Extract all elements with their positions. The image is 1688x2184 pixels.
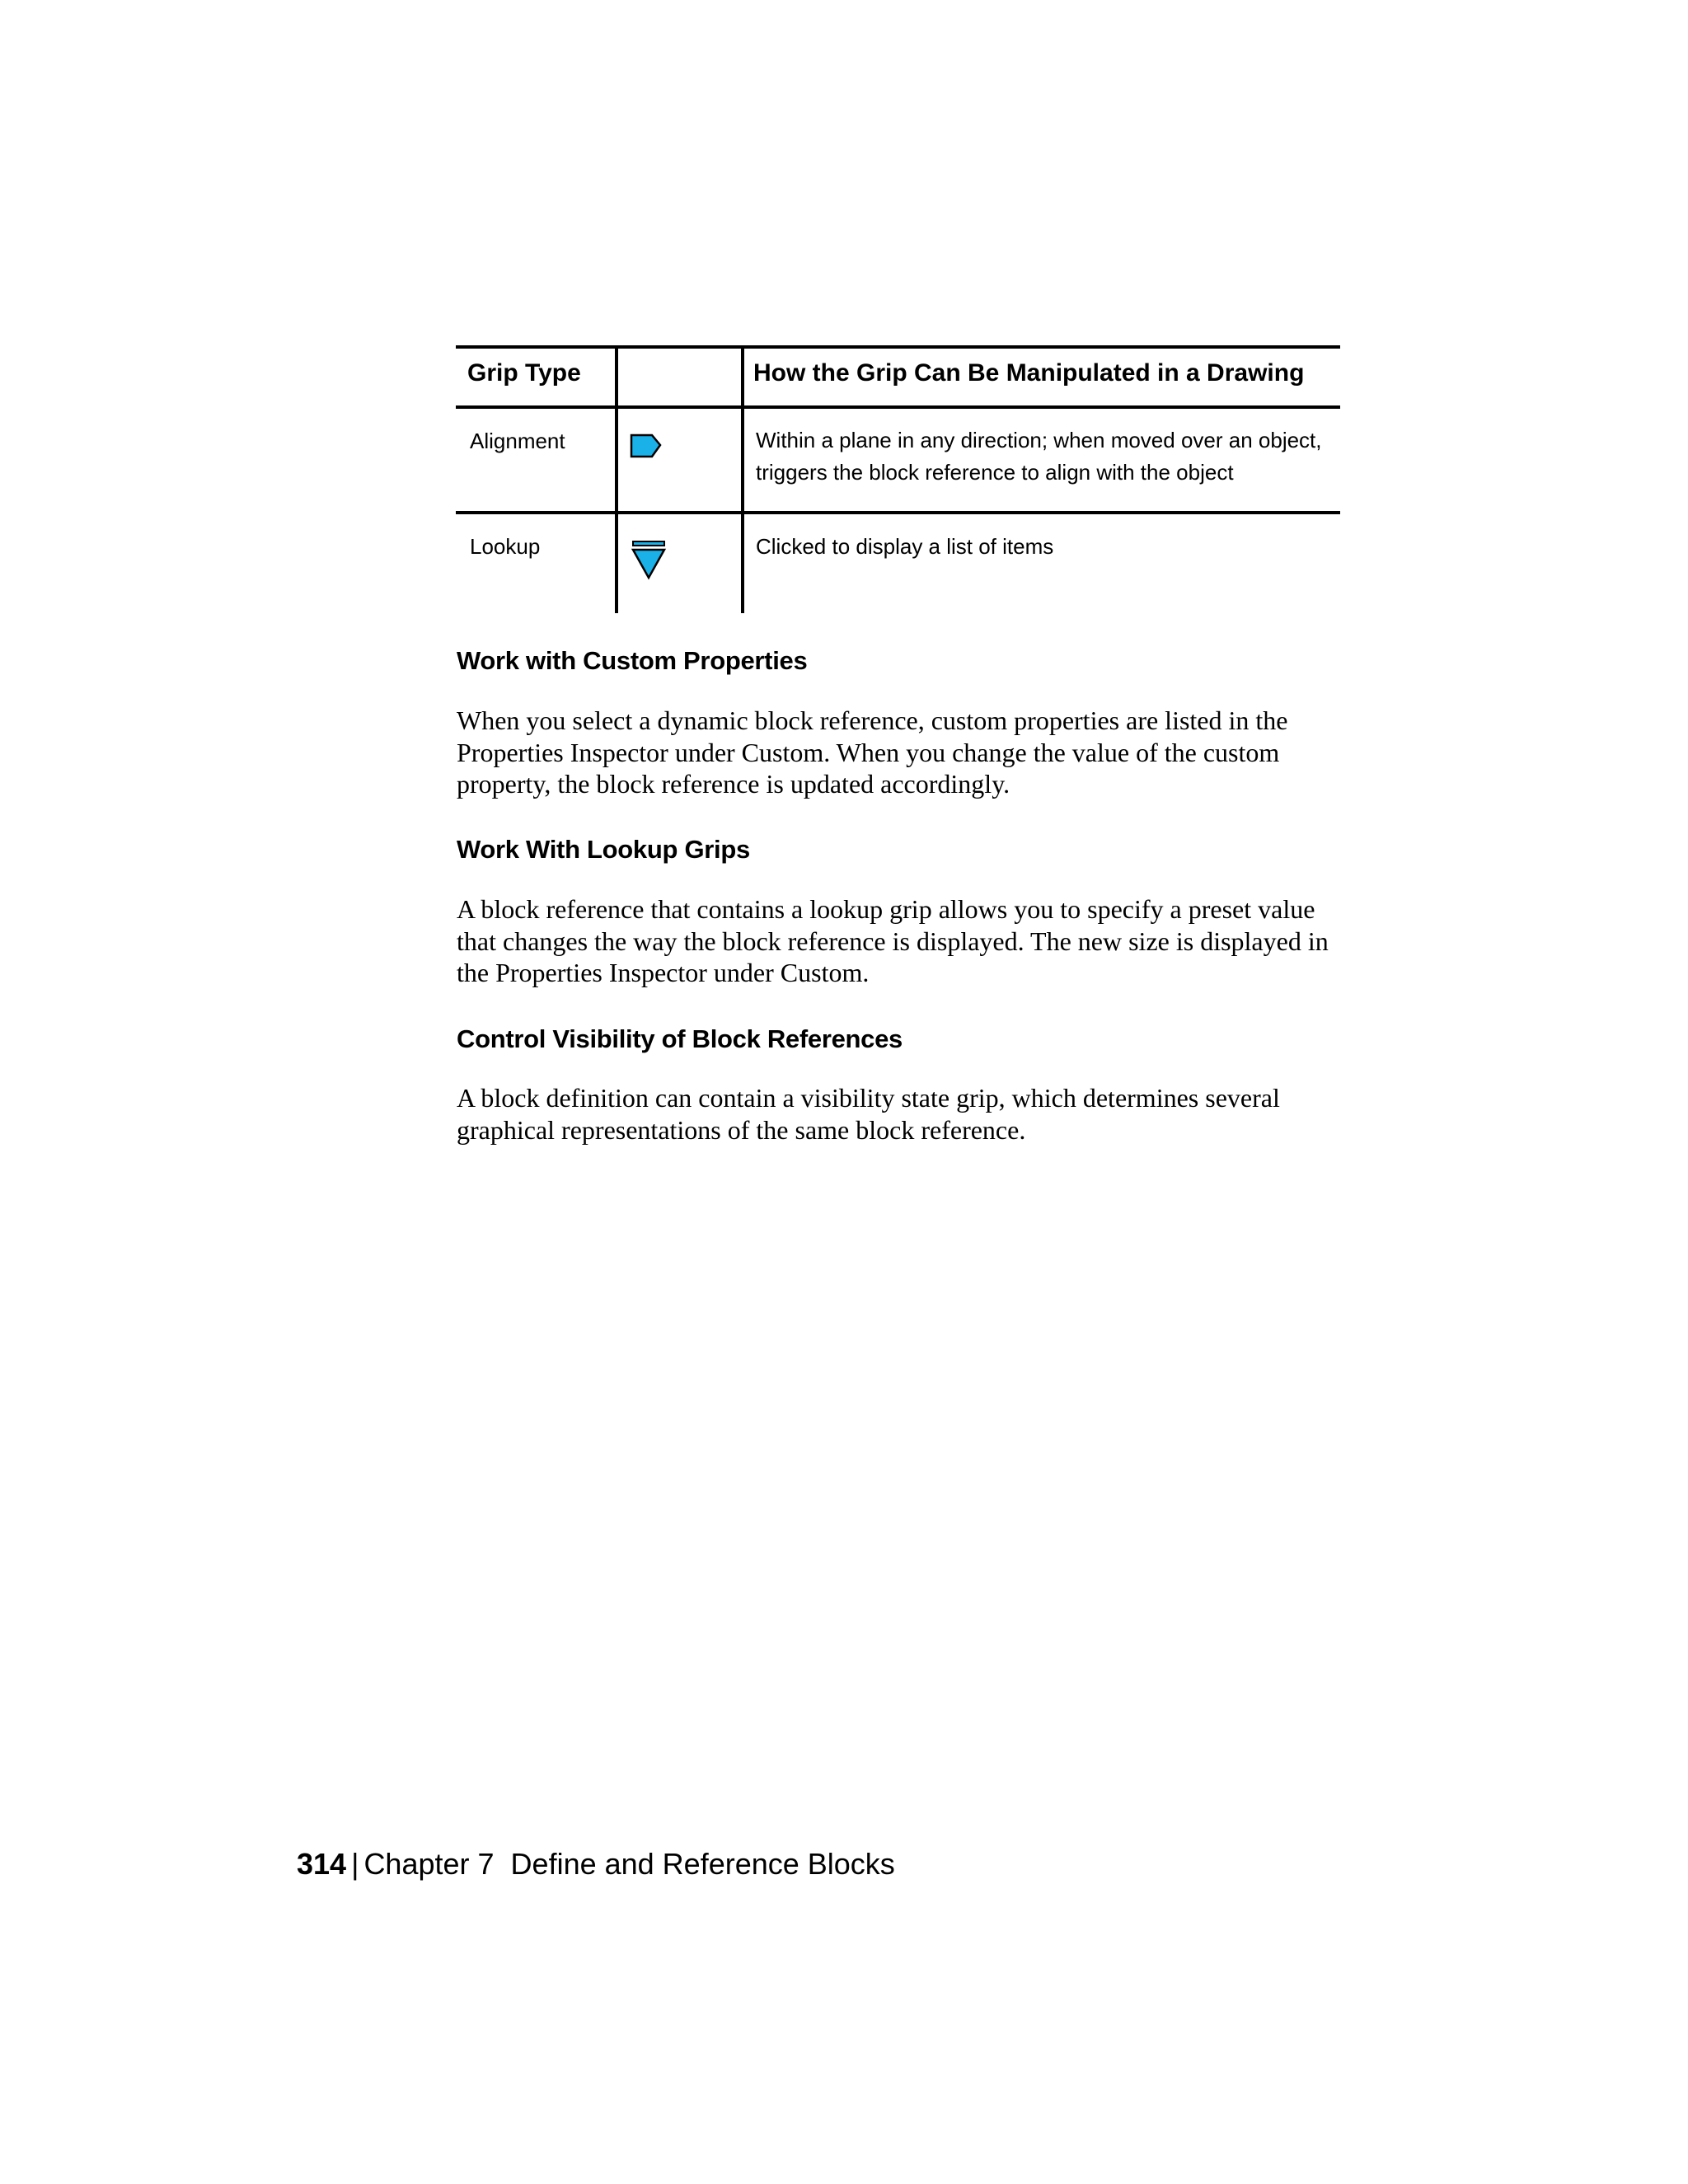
table-top-rule: [456, 345, 1340, 349]
grip-type-table: [456, 345, 1340, 613]
footer-separator: |: [351, 1847, 359, 1881]
table-column-divider: [741, 345, 744, 613]
header-manipulation: How the Grip Can Be Manipulated in a Drawing: [753, 359, 1305, 387]
page-footer: [297, 1846, 895, 1882]
section-heading-visibility: Control Visibility of Block References: [457, 1024, 903, 1053]
table-column-divider: [615, 345, 618, 613]
table-cell-description: Clicked to display a list of items: [756, 534, 1054, 559]
section-heading-custom-properties: Work with Custom Properties: [457, 646, 808, 675]
section-body-custom-properties: When you select a dynamic block reference, custom properties are listed in the Properties Inspector under Custom. When you change the value of the custom property, the block reference is updated accordingly.: [457, 705, 1288, 799]
table-row-rule: [456, 511, 1340, 514]
lookup-grip-icon: [631, 541, 668, 580]
table-cell-grip-type: Lookup: [470, 534, 541, 559]
section-heading-lookup-grips: Work With Lookup Grips: [457, 835, 750, 864]
header-grip-type: Grip Type: [467, 359, 581, 387]
page-number: 314: [297, 1847, 347, 1881]
chapter-title: Define and Reference Blocks: [510, 1847, 895, 1881]
table-cell-grip-type: Alignment: [470, 429, 565, 453]
table-cell-description: Within a plane in any direction; when moved over an object, triggers the block reference to align with the object: [756, 428, 1322, 485]
chapter-label: Chapter 7: [363, 1847, 495, 1881]
section-body-lookup-grips: A block reference that contains a lookup grip allows you to specify a preset value that changes the way the block reference is displayed. The new size is displayed in the Properties Inspector under Custom.: [457, 894, 1329, 987]
alignment-grip-icon: [630, 434, 663, 458]
section-body-visibility: A block definition can contain a visibility state grip, which determines several graphical representations of the same block reference.: [457, 1083, 1280, 1145]
table-header-rule: [456, 405, 1340, 409]
